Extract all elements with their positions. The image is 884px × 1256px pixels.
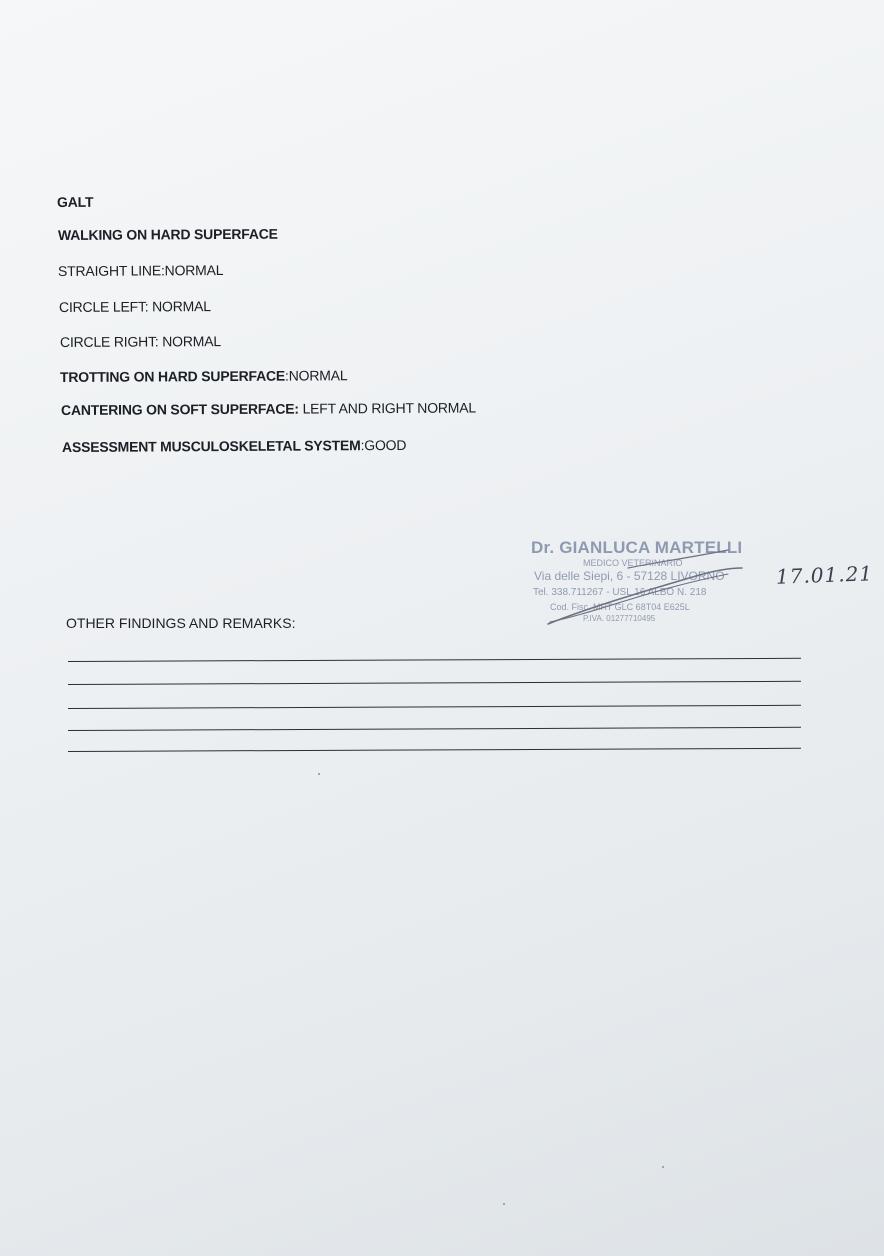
walking-heading: WALKING ON HARD SUPERFACE bbox=[57, 225, 278, 243]
paper-speck bbox=[503, 1203, 505, 1205]
remarks-line bbox=[68, 727, 801, 731]
remarks-line bbox=[68, 658, 801, 662]
signature-scribble bbox=[528, 538, 748, 630]
circle-right-row: CIRCLE RIGHT: NORMAL bbox=[59, 333, 221, 350]
stamp-name: Dr. GIANLUCA MARTELLI bbox=[531, 538, 743, 557]
stamp-phone: Tel. 338.711267 - USL 16 ALBO N. 218 bbox=[533, 587, 707, 598]
veterinarian-stamp bbox=[528, 538, 748, 630]
circle-left-row: CIRCLE LEFT: NORMAL bbox=[58, 298, 211, 315]
handwritten-date: 17.01.21 bbox=[775, 561, 874, 589]
trotting-row: TROTTING ON HARD SUPERFACE:NORMAL bbox=[59, 367, 348, 385]
stamp-title: MEDICO VETERINARIO bbox=[583, 558, 683, 568]
cantering-row: CANTERING ON SOFT SUPERFACE: LEFT AND RIGHT NORMAL bbox=[60, 399, 477, 418]
remarks-line bbox=[68, 705, 801, 709]
straight-line-row: STRAIGHT LINE:NORMAL bbox=[57, 261, 224, 279]
stamp-vat: P.IVA. 01277710495 bbox=[583, 614, 656, 623]
assessment-row: ASSESSMENT MUSCULOSKELETAL SYSTEM:GOOD bbox=[61, 436, 407, 455]
paper-speck bbox=[318, 773, 320, 775]
stamp-fiscal-code: Cod. Fisc. MRT GLC 68T04 E625L bbox=[550, 602, 690, 612]
remarks-label: OTHER FINDINGS AND REMARKS: bbox=[66, 615, 296, 631]
stamp-address: Via delle Siepi, 6 - 57128 LIVORNO bbox=[534, 569, 725, 583]
paper-speck bbox=[662, 1166, 664, 1168]
section-title: GALT bbox=[56, 193, 94, 210]
remarks-line bbox=[68, 681, 801, 685]
remarks-line bbox=[68, 748, 801, 752]
